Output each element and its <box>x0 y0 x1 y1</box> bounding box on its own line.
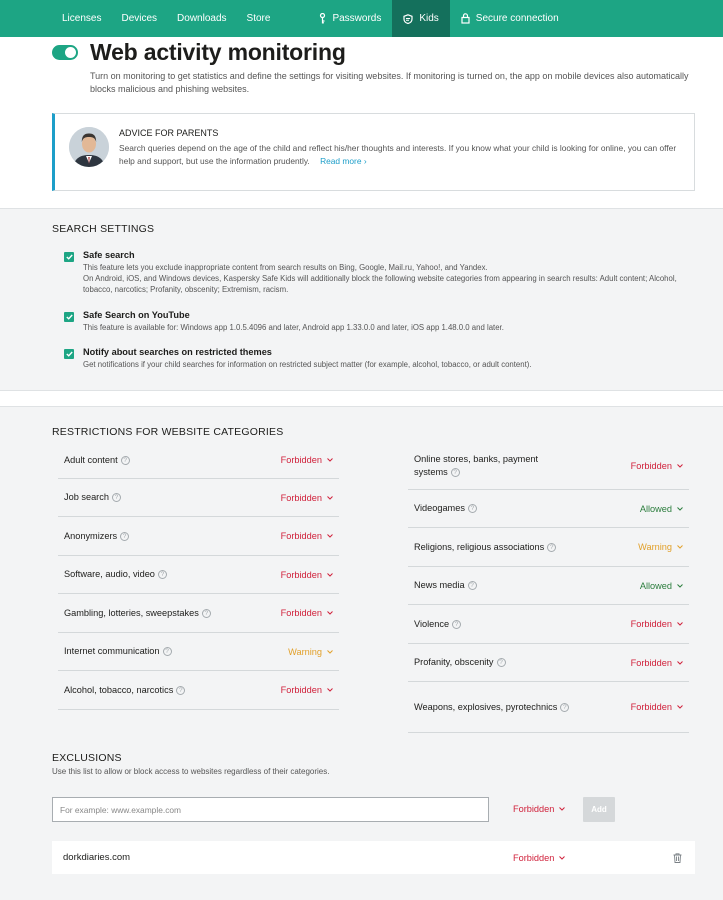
chevron-down-icon <box>327 611 333 615</box>
status-label: Forbidden <box>630 460 672 471</box>
chevron-down-icon <box>677 705 683 709</box>
category-name <box>64 607 239 620</box>
category-row <box>58 556 339 594</box>
restricted-themes-option <box>64 347 703 370</box>
category-label: Violence <box>414 618 450 629</box>
exclusions-subtitle: Use this list to allow or block access to websites regardless of their categories. <box>52 767 330 776</box>
status-label: Allowed <box>639 503 672 514</box>
advice-for-parents <box>52 113 695 191</box>
nav-passwords[interactable] <box>308 0 392 37</box>
help-icon[interactable]: ? <box>158 570 167 579</box>
category-list-left <box>58 442 339 710</box>
nav-secure-label: Secure connection <box>475 13 559 24</box>
page-title: Web activity monitoring <box>90 38 346 65</box>
category-label: Gambling, lotteries, sweepstakes <box>64 607 199 618</box>
advice-title: ADVICE FOR PARENTS <box>119 128 219 138</box>
chevron-down-icon <box>559 856 565 860</box>
chevron-down-icon <box>677 507 683 511</box>
chevron-down-icon <box>327 573 333 577</box>
safe-search-option <box>64 250 703 295</box>
top-navigation <box>0 0 723 37</box>
status-label: Warning <box>638 542 672 552</box>
category-label: News media <box>414 580 465 590</box>
status-label: Allowed <box>639 580 672 591</box>
exclusion-url-input[interactable] <box>52 797 489 822</box>
category-status-dropdown[interactable] <box>640 581 683 591</box>
category-name <box>414 579 574 592</box>
status-label: Forbidden <box>630 619 672 629</box>
help-icon[interactable]: ? <box>121 456 130 465</box>
category-status-dropdown[interactable] <box>631 461 683 471</box>
monitoring-toggle[interactable] <box>52 45 78 60</box>
chevron-down-icon <box>677 545 683 549</box>
advisor-avatar <box>69 127 109 167</box>
add-exclusion-button[interactable]: Add <box>583 797 615 822</box>
category-status-dropdown[interactable] <box>281 570 333 580</box>
kids-shield-icon <box>403 14 413 24</box>
advice-text <box>119 142 680 168</box>
category-name <box>64 684 224 697</box>
chevron-down-icon <box>677 584 683 588</box>
nav-product-links <box>308 0 569 37</box>
title-row <box>52 38 703 66</box>
restricted-themes-desc: Get notifications if your child searches for information on restricted subject matter (for example, alcohol, tobacco, or adult content). <box>83 360 532 369</box>
category-status-dropdown[interactable] <box>640 504 683 514</box>
status-label: Forbidden <box>280 492 322 503</box>
advice-text-content: Search queries depend on the age of the child and reflect his/her thoughts and interests. If you know what your child is looking for online, you can offer help and support, but use the information prudently. <box>119 143 677 166</box>
help-icon[interactable]: ? <box>176 686 185 695</box>
help-icon[interactable]: ? <box>112 493 121 502</box>
help-icon[interactable]: ? <box>202 609 211 618</box>
category-row <box>58 594 339 633</box>
category-row <box>58 517 339 556</box>
nav-passwords-label: Passwords <box>332 13 382 24</box>
status-label: Forbidden <box>513 804 555 814</box>
youtube-safe-search-label: Safe Search on YouTube <box>83 310 190 320</box>
category-name <box>64 530 224 543</box>
checkmark-icon <box>66 351 73 357</box>
category-row <box>408 567 689 605</box>
category-label: Religions, religious associations <box>414 541 545 552</box>
category-status-dropdown[interactable] <box>281 685 333 695</box>
status-label: Forbidden <box>280 531 322 541</box>
category-row <box>58 479 339 517</box>
status-label: Forbidden <box>280 455 322 465</box>
categories-title: RESTRICTIONS FOR WEBSITE CATEGORIES <box>52 426 284 438</box>
youtube-safe-search-desc: This feature is available for: Windows app 1.0.5.4096 and later, Android app 1.33.0.0 and later, iOS app 1.48.0.0 and later. <box>83 323 504 332</box>
category-status-dropdown[interactable] <box>281 531 333 541</box>
key-icon <box>319 13 326 24</box>
category-row <box>58 633 339 671</box>
chevron-down-icon <box>327 534 333 538</box>
category-label: Alcohol, tobacco, narcotics <box>64 684 174 695</box>
nav-kids[interactable] <box>392 0 449 37</box>
category-name <box>64 491 224 504</box>
exclusion-list-item <box>52 841 695 874</box>
help-icon[interactable]: ? <box>120 532 129 541</box>
category-name <box>414 618 574 631</box>
help-icon[interactable]: ? <box>468 581 477 590</box>
status-label: Forbidden <box>513 852 555 863</box>
category-status-dropdown[interactable] <box>288 647 333 657</box>
category-row <box>408 644 689 682</box>
exclusion-status-dropdown[interactable] <box>513 804 565 814</box>
chevron-down-icon <box>327 496 333 500</box>
exclusions-title: EXCLUSIONS <box>52 752 122 764</box>
chevron-down-icon <box>677 464 683 468</box>
chevron-down-icon <box>677 661 683 665</box>
category-row <box>408 490 689 528</box>
category-name <box>64 454 224 467</box>
category-status-dropdown[interactable] <box>281 455 333 465</box>
category-label: Job search <box>64 492 109 502</box>
nav-devices[interactable]: Devices <box>121 13 158 24</box>
toggle-knob <box>65 47 76 58</box>
status-label: Forbidden <box>280 685 322 695</box>
page-description: Turn on monitoring to get statistics and define the settings for visiting websites. If monitoring is turned on, the app on mobile devices also automatically blocks malicious and phishing websites. <box>90 71 689 94</box>
help-icon[interactable]: ? <box>163 647 172 656</box>
safe-search-desc-2: On Android, iOS, and Windows devices, Kaspersky Safe Kids will additionally block the following website categories from appearing in search results: Adult content; Alcohol, tobacco, narcotics; Profanity, obscenity; Extremism, racism. <box>83 274 677 294</box>
category-label: Adult content <box>64 454 118 465</box>
category-name <box>64 645 224 658</box>
checkmark-icon <box>66 314 73 320</box>
category-list-right <box>408 442 689 733</box>
restricted-themes-label: Notify about searches on restricted themes <box>83 347 272 357</box>
category-label: Weapons, explosives, pyrotechnics <box>414 701 558 712</box>
nav-downloads[interactable]: Downloads <box>177 13 227 24</box>
safe-search-desc-1: This feature lets you exclude inappropriate content from search results on Bing, Google, Mail.ru, Yahoo!, and Yandex. <box>83 263 488 272</box>
nav-licenses[interactable]: Licenses <box>62 13 102 24</box>
status-label: Forbidden <box>280 569 322 580</box>
help-icon[interactable]: ? <box>560 703 569 712</box>
chevron-down-icon <box>327 688 333 692</box>
category-name <box>414 656 574 669</box>
category-row <box>408 528 689 567</box>
status-label: Warning <box>288 646 322 657</box>
category-row <box>408 682 689 733</box>
youtube-safe-search-checkbox[interactable] <box>64 312 74 322</box>
lock-icon <box>461 13 470 24</box>
status-label: Forbidden <box>630 702 672 712</box>
category-row <box>58 671 339 710</box>
category-row <box>408 605 689 644</box>
category-row <box>408 442 689 490</box>
checkmark-icon <box>66 254 73 260</box>
category-status-dropdown[interactable] <box>631 702 683 712</box>
category-name <box>414 502 574 515</box>
category-status-dropdown[interactable] <box>631 658 683 668</box>
nav-main-links <box>0 0 280 37</box>
category-label: Software, audio, video <box>64 569 155 579</box>
category-label: Profanity, obscenity <box>414 657 494 667</box>
page-header <box>52 38 703 96</box>
chevron-down-icon <box>327 650 333 654</box>
category-status-dropdown[interactable] <box>281 493 333 503</box>
category-label: Anonymizers <box>64 530 118 541</box>
category-name <box>414 453 564 479</box>
category-name <box>414 701 589 714</box>
status-label: Forbidden <box>630 657 672 668</box>
category-status-dropdown[interactable] <box>631 619 683 629</box>
help-icon[interactable]: ? <box>452 620 461 629</box>
youtube-safe-search-option <box>64 310 703 333</box>
help-icon[interactable]: ? <box>468 504 477 513</box>
chevron-down-icon <box>327 458 333 462</box>
nav-store[interactable]: Store <box>246 13 271 24</box>
category-label: Internet communication <box>64 646 160 656</box>
category-label: Online stores, banks, payment systems <box>414 453 539 477</box>
read-more-link[interactable]: Read more › <box>320 156 367 166</box>
help-icon[interactable]: ? <box>497 658 506 667</box>
trash-icon[interactable] <box>673 853 682 863</box>
category-label: Videogames <box>414 503 465 513</box>
safe-search-checkbox[interactable] <box>64 252 74 262</box>
category-name <box>414 541 594 554</box>
category-status-dropdown[interactable] <box>638 542 683 552</box>
advice-body <box>119 114 694 190</box>
exclusion-item-status-dropdown[interactable] <box>513 853 673 863</box>
search-settings-section <box>0 208 723 391</box>
status-label: Forbidden <box>280 608 322 618</box>
category-name <box>64 568 224 581</box>
category-status-dropdown[interactable] <box>281 608 333 618</box>
safe-search-label: Safe search <box>83 250 135 260</box>
category-row <box>58 442 339 479</box>
nav-kids-label: Kids <box>419 13 439 24</box>
chevron-down-icon <box>559 807 565 811</box>
help-icon[interactable]: ? <box>451 468 460 477</box>
advisor-portrait <box>69 127 109 167</box>
nav-secure-connection[interactable] <box>450 0 570 37</box>
restricted-themes-checkbox[interactable] <box>64 349 74 359</box>
search-settings-title: SEARCH SETTINGS <box>52 223 155 235</box>
help-icon[interactable]: ? <box>547 543 556 552</box>
exclusion-domain: dorkdiaries.com <box>63 852 131 863</box>
chevron-down-icon <box>677 622 683 626</box>
